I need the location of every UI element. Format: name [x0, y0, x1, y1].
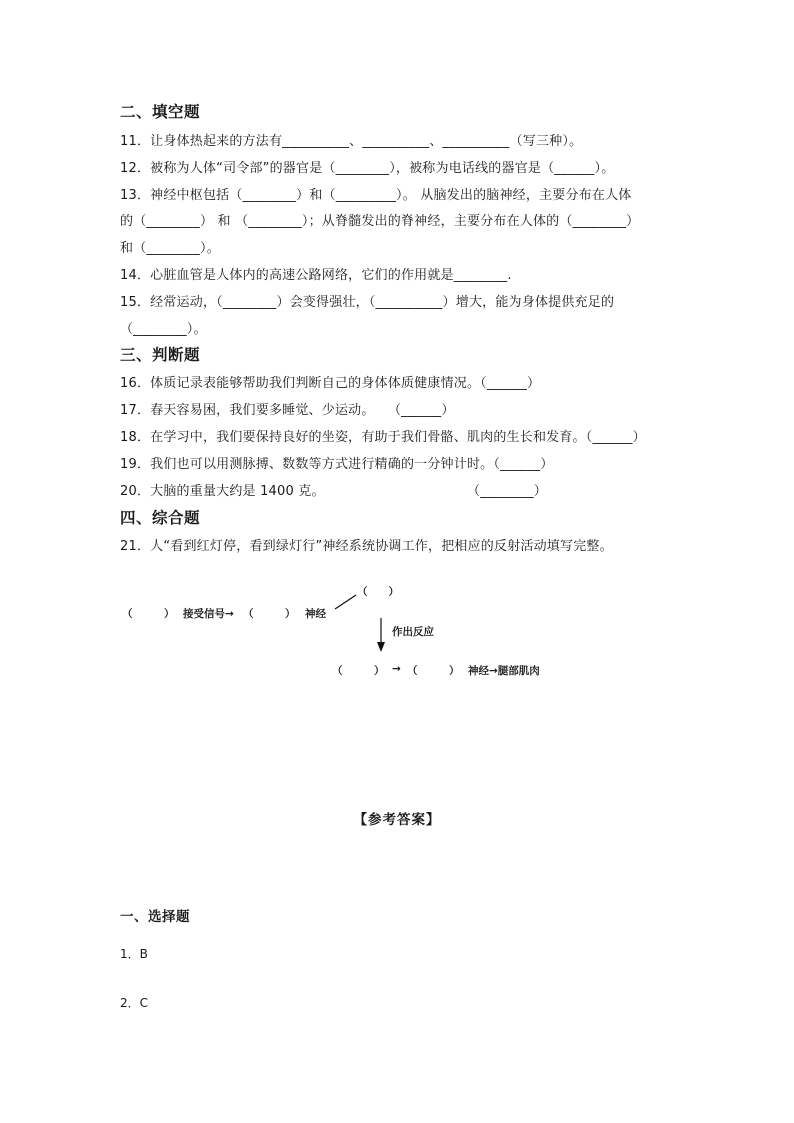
diagram-down-arrow-head	[377, 642, 385, 652]
diagram-diagonal-line	[335, 595, 356, 609]
question-11: 11．让身体热起来的方法有__________、__________、__________（写三种）。	[120, 134, 583, 149]
question-20: 20．大脑的重量大约是 1400 克。	[120, 484, 325, 499]
answer-2: 2．C	[120, 996, 149, 1010]
question-15-line-1: 15．经常运动，（________）会变得强壮，（__________）增大，能为身体提供充足的	[120, 295, 615, 310]
question-17: 17．春天容易困，我们要多睡觉、少运动。 （______）	[120, 403, 455, 418]
section-fill-blank-heading: 二、填空题	[120, 103, 201, 121]
section-comprehensive-heading: 四、综合题	[120, 509, 201, 527]
diagram-middle-blank: （ ）	[243, 608, 296, 620]
question-21: 21．人“看到红灯停，看到绿灯行”神经系统协调工作，把相应的反射活动填写完整。	[120, 539, 613, 554]
section-judgement-heading: 三、判断题	[120, 346, 201, 364]
question-16: 16．体质记录表能够帮助我们判断自己的身体体质健康情况。（______）	[120, 376, 541, 391]
diagram-bottom-blank-1: （ ）	[332, 665, 385, 677]
question-13-line-1: 13．神经中枢包括（________）和（_________）。 从脑发出的脑神经，主要分布在人体	[120, 188, 632, 203]
question-13-line-3: 和（________）。	[120, 241, 220, 256]
diagram-nerve-leg-muscle: 神经→腿部肌肉	[468, 665, 540, 677]
answers-title: 【参考答案】	[353, 812, 441, 828]
question-14: 14．心脏血管是人体内的高速公路网络，它们的作用就是________.	[120, 268, 512, 283]
question-20-blank: （________）	[467, 484, 547, 499]
diagram-left-blank: （ ）	[122, 608, 175, 620]
question-12: 12．被称为人体“司令部”的器官是（________），被称为电话线的器官是（______）。	[120, 161, 615, 176]
diagram-bottom-arrow: →	[392, 663, 401, 675]
diagram-react-label: 作出反应	[392, 626, 434, 638]
diagram-top-blank: （ ）	[357, 586, 399, 598]
diagram-bottom-blank-2: （ ）	[407, 665, 460, 677]
question-18: 18．在学习中，我们要保持良好的坐姿，有助于我们骨骼、肌肉的生长和发育。（______）	[120, 430, 646, 445]
answer-1: 1．B	[120, 947, 148, 961]
question-15-line-2: （________）。	[120, 322, 207, 337]
diagram-receive-signal: 接受信号→	[183, 608, 234, 620]
diagram-nerve-label: 神经	[305, 608, 326, 620]
question-19: 19．我们也可以用测脉搏、数数等方式进行精确的一分钟计时。（______）	[120, 457, 554, 472]
question-13-line-2: 的（________） 和 （________）；从脊髓发出的脊神经，主要分布在人体的（________）	[120, 214, 640, 229]
answers-section-choice-heading: 一、选择题	[120, 909, 190, 925]
